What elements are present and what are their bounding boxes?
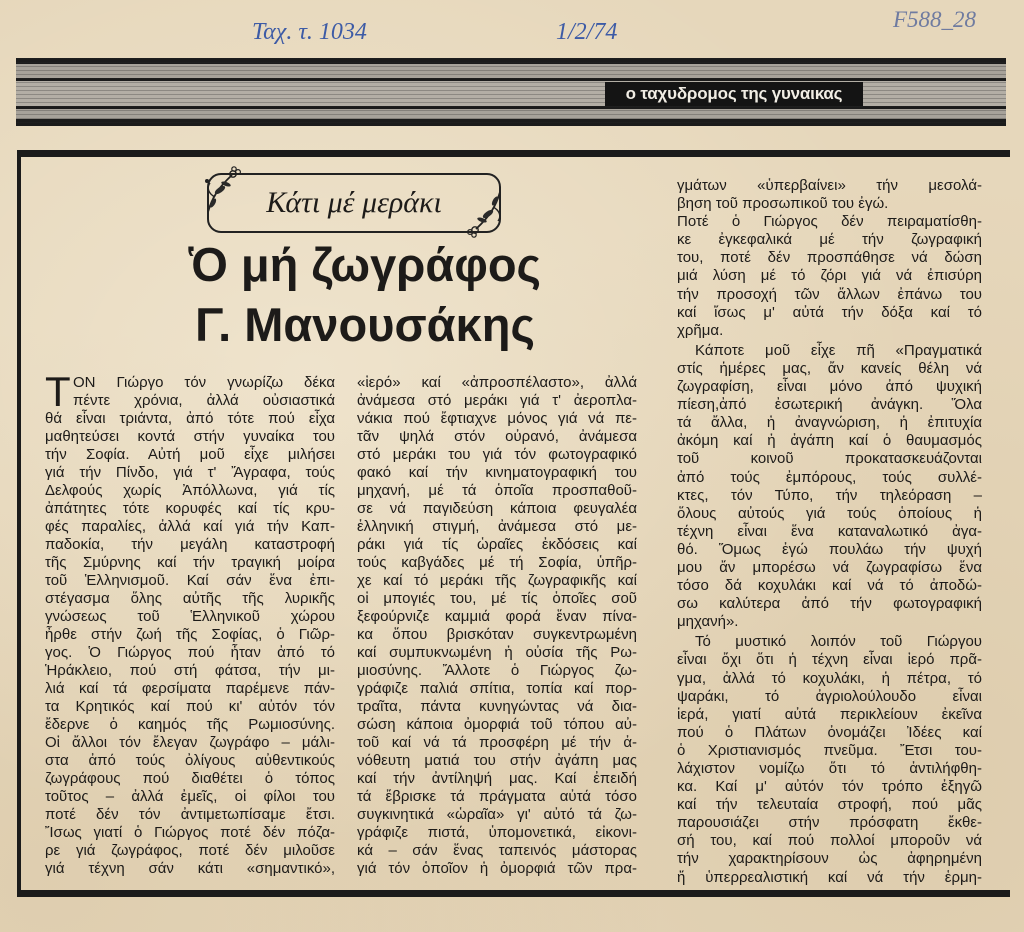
text-line: καί ἴσως μ' αὐτά τήν δόξα καί τό (677, 303, 982, 321)
handwritten-date: 1/2/74 (556, 19, 618, 45)
column-1 (45, 368, 335, 878)
text-line: ἑλληνική στιγμή, ἀνάμεσα στό με- (357, 518, 637, 535)
text-line: κα. Καί μ' αὐτόν τόν τρόπο ἐξηγῶ (677, 778, 982, 796)
text-line: φακό καί τήν κινηματογραφική του (357, 464, 637, 481)
text-line: μου ἄν μπορέσω νά ζωγραφίσω ἕνα (677, 558, 982, 576)
text-line: ἀκόμη καί ἡ ἀγάπη καί ὁ θαυμασμός (677, 432, 982, 450)
text-line: Κάποτε μοῦ εἶχε πῆ «Πραγματικά (695, 341, 982, 359)
masthead-band (16, 58, 1006, 126)
text-line: στα ἀπό τούς ὀλίγους αὐθεντικούς (45, 752, 335, 769)
text-line: τέχνη εἶναι ἕνα καταναλωτικό ἀγα- (677, 522, 982, 540)
text-line: νάκια πού ἔφτιαχνε μόνος γιά νά πε- (357, 410, 637, 427)
drop-cap: Τ (45, 368, 71, 415)
text-line: θό. Ὅμως ἐγώ πουλάω τήν ψυχή (677, 540, 982, 558)
text-line: Ἡράκλειο, πού στή φάτσα, τήν μι- (45, 662, 335, 679)
text-line: χε καί τό μεράκι τῆς ζωγραφικῆς καί (357, 572, 637, 589)
text-line: τᾶν ψηλά στόν οὐρανό, ἀνάμεσα (357, 428, 637, 445)
text-line: ἤ ὑπερρεαλιστική καί νά τήν ἑρμη- (677, 868, 982, 886)
text-line: τραῖτα, πάντα κυνηγώντας νά δια- (357, 698, 637, 715)
text-line: γμάτων «ὑπερβαίνει» τήν μεσολά- (677, 177, 982, 194)
text-line: νόθευτη ματιά του στήν ἀγάπη μας (357, 752, 637, 769)
text-line: ξεφούρνιζε καμμιά φορά ἕναν πίνα- (357, 608, 637, 625)
text-line: ζωγραφίση, εἶναι μόνο ἀπό ψυχική (677, 378, 982, 396)
text-line: του, ποτέ δέν προσπάθησε νά δώση (677, 249, 982, 267)
text-line: πίεση,ἀπό ἐσωτερική ἀνάγκη. Ὅλα (677, 396, 982, 414)
floral-sprig-right-icon (462, 190, 508, 238)
text-line: ρε γιά ζωγράφος, ποτέ δέν μιλοῦσε (45, 842, 335, 859)
text-line: θά εἶναι τριάντα, ἀπό τότε πού εἶχα (45, 410, 335, 427)
text-line: τοῦ Ἑλληνισμοῦ. Καί σάν ἕνα ἐπι- (45, 572, 335, 589)
text-line: Οἱ ἄλλοι τόν ἔλεγαν ζωγράφο – μάλι- (45, 734, 335, 751)
text-line: χρῆμα. (677, 321, 724, 339)
text-line: γμα, ἀλλά τό κοχυλάκι, ἡ πέτρα, τό (677, 669, 982, 687)
text-line: οἱ μπογιές του, μέ τίς ὁποῖες σοῦ (357, 590, 637, 607)
text-line: τῆς Σμύρνης καί τήν τραγική μοίρα (45, 554, 335, 571)
text-line: γιά τόν ὁποῖον ἡ ὀμορφιά τῶν πρα- (357, 860, 637, 877)
column-3 (677, 177, 982, 887)
text-line: ποτέ δέν τόν ἀντιμετωπίσαμε ἔτσι. (45, 806, 335, 823)
text-line: μιά λύση μέ τό ζόρι γιά νά ἐπισύρη (677, 267, 982, 285)
text-line: σω καλύτερα ἀπό τήν φωτογραφική (677, 595, 982, 613)
text-line: σε νά παγιδεύση κάποια φευγαλέα (357, 500, 637, 517)
text-line: μαθητεύσει κοντά στήν γυναίκα του (45, 428, 335, 445)
text-line: ράκι γιά τίς ὡραῖες ἐκδόσεις καί (357, 536, 637, 553)
text-line: ἦρθε στήν ζωή τῆς Σοφίας, ὁ Γιῶρ- (45, 626, 335, 643)
text-line: καί συμπυκνωμένη ἡ οὐσία τῆς Ρω- (357, 644, 637, 661)
text-line: μηχανή». (677, 613, 739, 631)
text-line: γος. Ὁ Γιώργος πού ἦταν ἀπό τό (45, 644, 335, 661)
text-line: κε ἐγκεφαλικά μέ τήν ζωγραφική (677, 231, 982, 249)
text-line: τήν χαρακτηρίσουν ὡς ἀφηρημένη (677, 850, 982, 868)
text-line: καί τήν ἀντίληψή μας. Καί ἐπειδή (357, 770, 637, 787)
text-line: σή του, καί πού πολλοί μποροῦν νά (677, 832, 982, 850)
text-line: ἱερά, γιατί αὐτά περικλείουν ἐκεῖνα (677, 705, 982, 723)
text-line: ἀπό τούς ἐμπόρους, τούς συλλέ- (677, 468, 982, 486)
text-line: βηση τοῦ προσωπικοῦ του ἐγώ. (677, 195, 889, 213)
text-line: εἶναι ὄχι ὅτι ἡ τέχνη εἶναι ἱερό πρᾶ- (677, 651, 982, 669)
text-line: ἀπάτητες τότε κορυφές καί τίς κρυ- (45, 500, 335, 517)
text-line: Ἴσως γιατί ὁ Γιώργος ποτέ δέν πόζα- (45, 824, 335, 841)
text-line: καί τήν τελευταία στροφή, πού μᾶς (677, 796, 982, 814)
text-line: λιά καί τά φερσίματα παρέμενε πάν- (45, 680, 335, 697)
text-line: μηχανή, μέ τά ὁποῖα προσπαθοῦ- (357, 482, 637, 499)
text-line: μιοσύνης. Ἄλλοτε ὁ Γιώργος ζω- (357, 662, 637, 679)
text-line: πού ὁ Πλάτων ὀνομάζει Ἰδέες καί (677, 723, 982, 741)
handwritten-archive-code: F588_28 (893, 7, 977, 32)
text-line: στίς ἡμέρες μας, ἄν κανείς θέλη νά (677, 359, 982, 377)
handwritten-reference: Ταχ. τ. 1034 (252, 19, 367, 45)
text-line: ἀνάμεσα στό μεράκι γιά τ' ἀεροπλα- (357, 392, 637, 409)
text-line: στέγασμα ὅλης αὐτῆς τῆς λυρικῆς (45, 590, 335, 607)
text-line: ὁ Χριστιανισμός πνεῦμα. Ἔτσι του- (677, 741, 982, 759)
text-line: γιά τήν Πίνδο, γιά τ' Ἄγραφα, τούς (45, 464, 335, 481)
text-line: ψαράκι, τό ἀγριολούλουδο εἶναι (677, 687, 982, 705)
text-line: τά ἄλλα, ἡ ἀναγνώριση, ἡ ἐπιτυχία (677, 414, 982, 432)
article-title: Ὁ μή ζωγράφος (188, 238, 542, 291)
text-line: γιά τέχνη σάν κάτι «σημαντικό», (45, 860, 335, 877)
text-line: τήν Σοφία. Αὐτή μοῦ εἶχε μιλήσει (45, 446, 335, 463)
floral-sprig-left-icon (200, 166, 246, 214)
text-line: κτες, τόν Τύπο, τήν τηλεόραση – (677, 486, 982, 504)
text-line: τοῦτος – ἀλλά ἐμεῖς, οἱ φίλοι του (45, 788, 335, 805)
text-line: λάχιστον νομίζω ὅτι τό ἀντιλήφθη- (677, 760, 982, 777)
text-line: τήν προσοχή τῶν ἄλλων ἐπάνω του (677, 285, 982, 303)
text-line: συγκινητικά «ὡραῖα» γι' αὐτό τά ζω- (357, 806, 637, 823)
kicker-banner (207, 173, 501, 233)
text-line: Ποτέ ὁ Γιώργος δέν πειραματίσθη- (677, 213, 982, 231)
text-line: ΟΝ Γιώργο τόν γνωρίζω δέκα (73, 374, 335, 391)
text-line: ἔδερνε ὁ καημός τῆς Ρωμιοσύνης. (45, 716, 335, 733)
text-line: ζωγράφους πού διαθέτει ὁ τόπος (45, 770, 335, 787)
text-line: Δελφούς χωρίς Ἀπόλλωνα, γιά τίς (45, 482, 335, 499)
text-line: ὅλους αὐτούς γιά τούς ὁποίους ἡ (677, 504, 982, 522)
text-line: τοῦ καί νά τά προσφέρη μέ τήν ἀ- (357, 734, 637, 751)
text-line: γνώσεως τοῦ Ἑλληνικοῦ χώρου (45, 608, 335, 625)
text-line: τα Κρητικός καί πού κι' αὐτόν τόν (45, 698, 335, 715)
text-line: γράφιζε πιστά, ὑπομονετικά, εἰκονι- (357, 824, 637, 841)
text-line: στό μεράκι του γιά τόν φωτογραφικό (357, 446, 637, 463)
text-line: τόσο δά κοχυλάκι καί νά τό ἀποδώ- (677, 577, 982, 595)
text-line: τά ἔβρισκε τά πράγματα αὐτά τόσο (357, 788, 637, 805)
article-author: Γ. Μανουσάκης (195, 298, 535, 351)
text-line: κα ὅπου βρισκόταν συγκεντρωμένη (357, 626, 637, 643)
text-line: παρουσιάζει στήν πρόσφατη ἔκθε- (677, 814, 982, 832)
column-2 (357, 374, 637, 878)
text-line: γράφιζε παλιά σπίτια, τοπία καί πορ- (357, 680, 637, 697)
masthead-label: ο ταχυδρομος της γυναικας (605, 82, 863, 106)
text-line: φές παραλίες, ἀλλά καί γιά τήν Καπ- (45, 518, 335, 535)
text-line: σώση κάποια ὀμορφιά τοῦ τόπου αὐ- (357, 716, 637, 733)
text-line: πέντε χρόνια, ἀλλά οὐσιαστικά (73, 392, 335, 409)
text-line: Τό μυστικό λοιπόν τοῦ Γιώργου (695, 633, 982, 651)
text-line: παδοκία, τήν μεγάλη καταστροφή (45, 536, 335, 553)
kicker-text: Κάτι μέ μεράκι (266, 186, 442, 219)
text-line: τούς καβγάδες μέ τή Σοφία, ὑπῆρ- (357, 554, 637, 571)
text-line: κά – σάν ἕνας ταπεινός μάστορας (357, 842, 637, 859)
text-line: τοῦ κοινοῦ προκατασκευάζονται (677, 450, 982, 468)
text-line: «ἱερό» καί «ἀπροσπέλαστο», ἀλλά (357, 374, 637, 391)
